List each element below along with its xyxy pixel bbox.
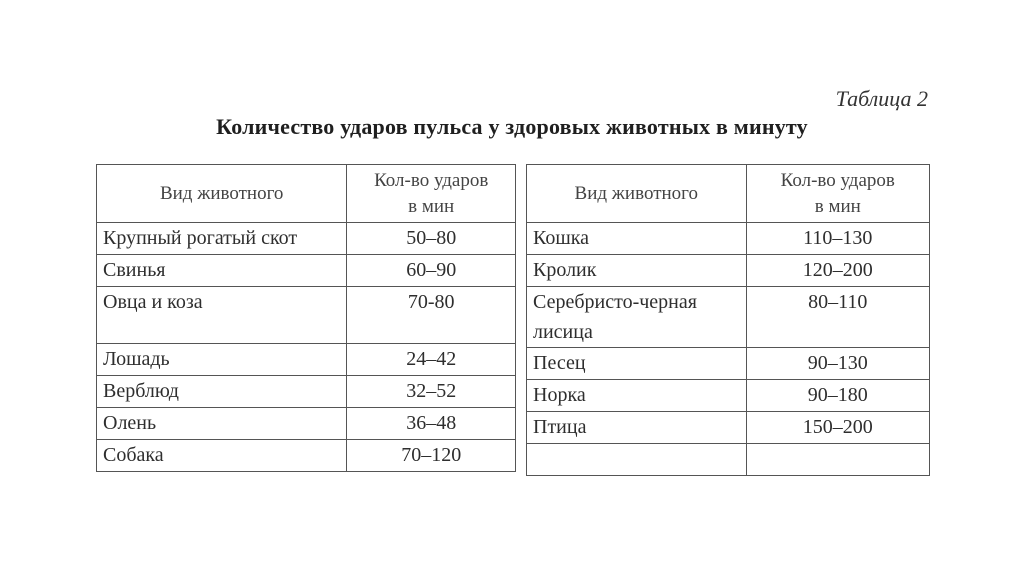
beats-cell: 90–180 xyxy=(746,380,929,412)
animal-cell: Верблюд xyxy=(97,375,347,407)
animal-cell-line2: лисица xyxy=(533,321,593,343)
beats-cell: 70–120 xyxy=(347,439,516,471)
header-beats-line2: в мин xyxy=(814,195,861,217)
animal-cell: Овца и коза xyxy=(97,287,347,343)
animal-cell: Кролик xyxy=(527,255,747,287)
animal-cell: Олень xyxy=(97,407,347,439)
table-row xyxy=(527,412,930,444)
header-beats-line2: в мин xyxy=(408,195,455,217)
header-beats xyxy=(746,165,929,223)
table-row xyxy=(97,375,516,407)
table-row xyxy=(97,255,516,287)
table-row xyxy=(97,223,516,255)
table-row xyxy=(97,343,516,375)
beats-cell: 80–110 xyxy=(746,287,929,348)
animal-cell: Крупный рогатый скот xyxy=(97,223,347,255)
beats-cell: 36–48 xyxy=(347,407,516,439)
table-row xyxy=(527,444,930,476)
animal-cell: Собака xyxy=(97,439,347,471)
header-beats xyxy=(347,165,516,223)
animal-cell xyxy=(527,287,747,348)
animal-cell: Лошадь xyxy=(97,343,347,375)
header-beats-line1: Кол-во ударов xyxy=(780,169,895,191)
beats-cell: 90–130 xyxy=(746,348,929,380)
table-row xyxy=(527,348,930,380)
animal-cell: Свинья xyxy=(97,255,347,287)
beats-cell xyxy=(746,444,929,476)
beats-cell: 50–80 xyxy=(347,223,516,255)
table-header-row xyxy=(97,165,516,223)
animal-cell xyxy=(527,444,747,476)
beats-cell: 24–42 xyxy=(347,343,516,375)
table-row xyxy=(527,255,930,287)
beats-cell: 150–200 xyxy=(746,412,929,444)
table-row xyxy=(527,380,930,412)
animal-cell: Кошка xyxy=(527,223,747,255)
pulse-table-container xyxy=(96,164,930,472)
animal-cell: Птица xyxy=(527,412,747,444)
beats-cell: 32–52 xyxy=(347,375,516,407)
pulse-table-left xyxy=(96,164,516,472)
beats-cell: 120–200 xyxy=(746,255,929,287)
table-title: Количество ударов пульса у здоровых животных в минуту xyxy=(216,114,808,139)
table-row xyxy=(527,287,930,348)
table-header-row xyxy=(527,165,930,223)
table-row xyxy=(97,407,516,439)
beats-cell: 110–130 xyxy=(746,223,929,255)
table-row xyxy=(97,439,516,471)
animal-cell-line1: Серебристо-черная xyxy=(533,291,697,313)
animal-cell: Песец xyxy=(527,348,747,380)
table-row xyxy=(527,223,930,255)
animal-cell: Норка xyxy=(527,380,747,412)
table-row xyxy=(97,287,516,343)
pulse-table-right xyxy=(526,164,930,476)
beats-cell: 60–90 xyxy=(347,255,516,287)
beats-cell: 70-80 xyxy=(347,287,516,343)
header-animal: Вид животного xyxy=(527,165,747,223)
header-animal: Вид животного xyxy=(97,165,347,223)
table-caption: Таблица 2 xyxy=(835,86,928,111)
header-beats-line1: Кол-во ударов xyxy=(374,169,489,191)
